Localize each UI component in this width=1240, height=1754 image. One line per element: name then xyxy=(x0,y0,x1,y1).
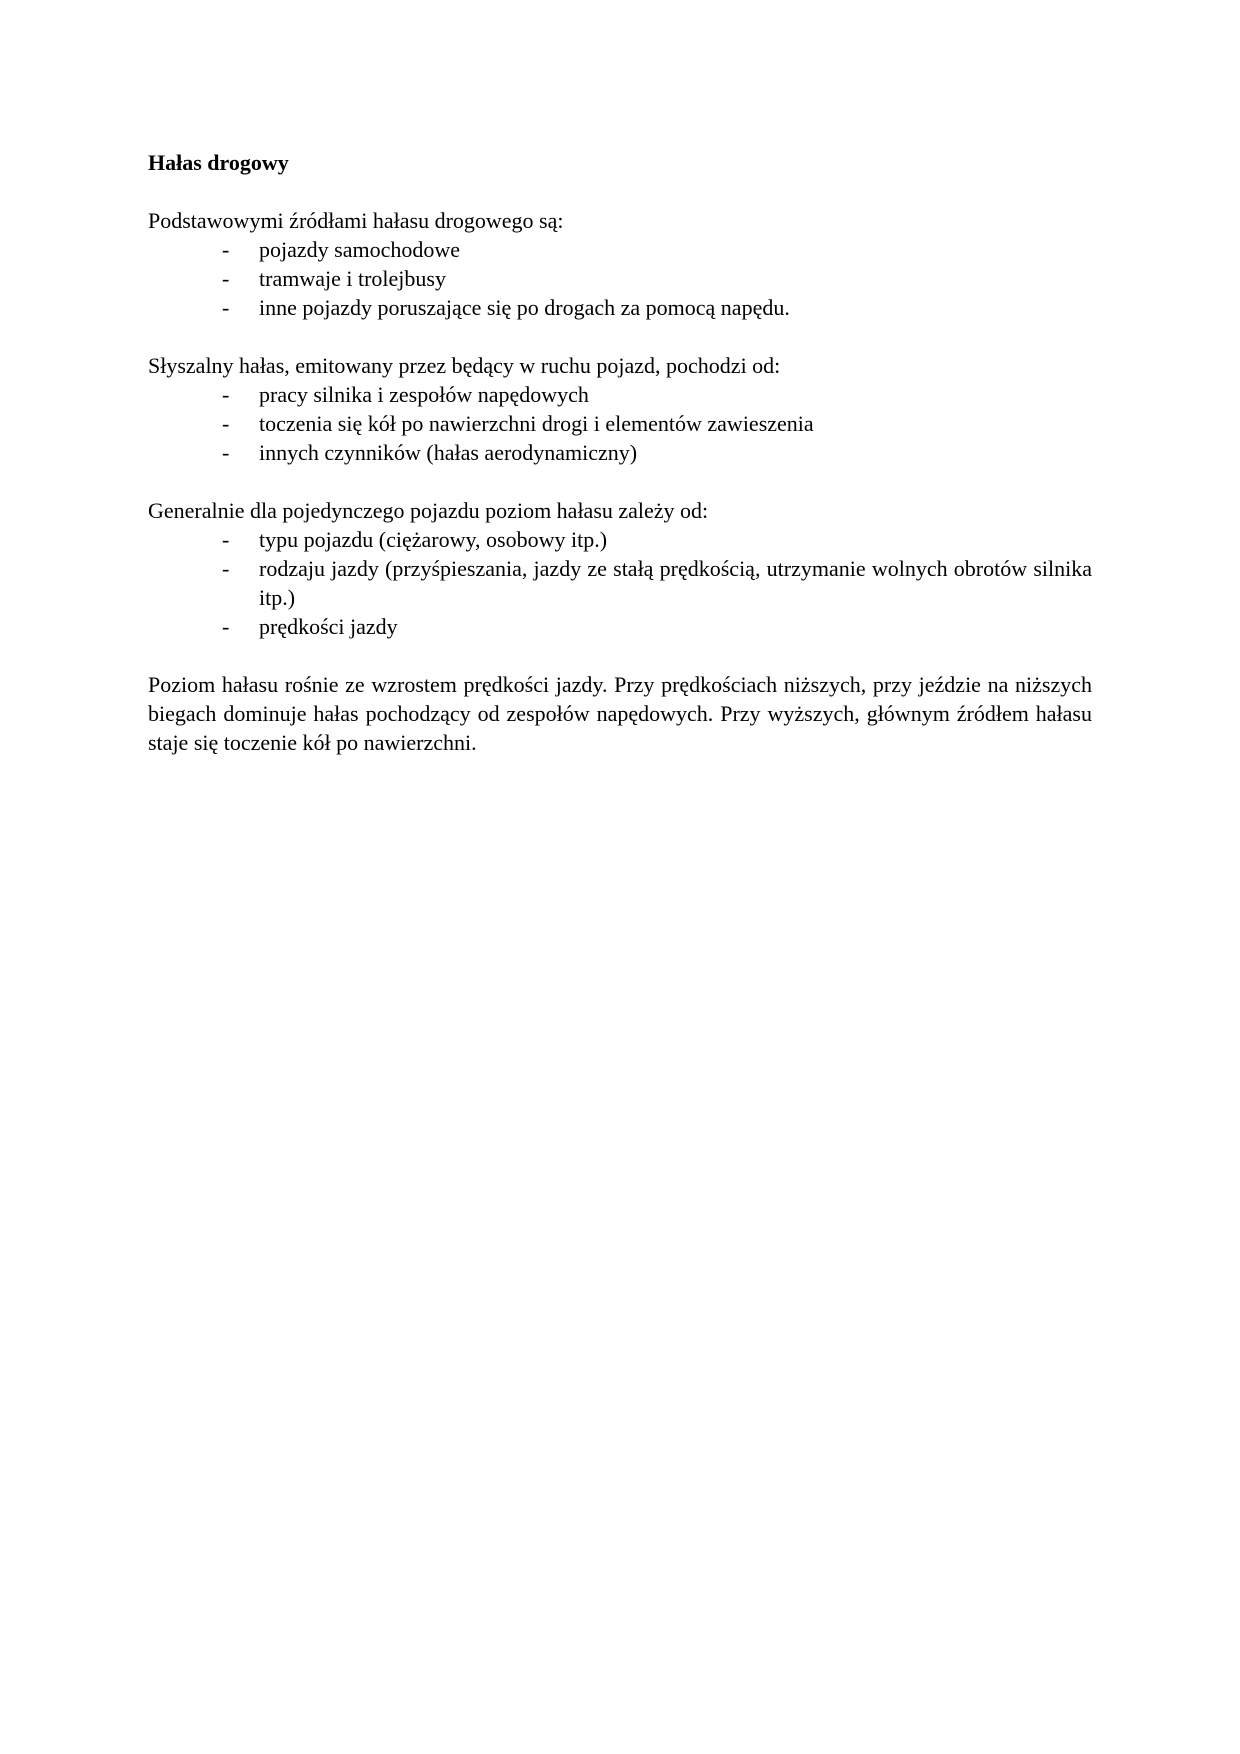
dash-bullet: - xyxy=(222,556,230,581)
list-item xyxy=(148,554,1092,612)
dash-bullet: - xyxy=(222,295,230,320)
list-item-text: pracy silnika i zespołów napędowych xyxy=(259,382,589,407)
list-item xyxy=(148,525,1092,554)
dash-bullet: - xyxy=(222,411,230,436)
list-item xyxy=(148,409,1092,438)
spacer xyxy=(148,177,1092,206)
list-item-text: pojazdy samochodowe xyxy=(259,237,460,262)
dash-bullet: - xyxy=(222,266,230,291)
list-item-text: prędkości jazdy xyxy=(259,614,398,639)
dash-bullet: - xyxy=(222,614,230,639)
list-item-text: innych czynników (hałas aerodynamiczny) xyxy=(259,440,638,465)
section3-intro: Generalnie dla pojedynczego pojazdu poziom hałasu zależy od: xyxy=(148,498,709,523)
list-item xyxy=(148,264,1092,293)
list-item-text: rodzaju jazdy (przyśpieszania, jazdy ze stałą prędkością, utrzymanie wolnych obrotów silnika itp.) xyxy=(259,556,1092,610)
document-title: Hałas drogowy xyxy=(148,150,289,175)
dash-bullet: - xyxy=(222,440,230,465)
section1-list xyxy=(148,235,1092,322)
list-item-text: typu pojazdu (ciężarowy, osobowy itp.) xyxy=(259,527,608,552)
document-page xyxy=(148,148,1092,757)
spacer xyxy=(148,641,1092,670)
list-item xyxy=(148,380,1092,409)
section3-list xyxy=(148,525,1092,641)
list-item-text: inne pojazdy poruszające się po drogach za pomocą napędu. xyxy=(259,295,790,320)
list-item-text: toczenia się kół po nawierzchni drogi i elementów zawieszenia xyxy=(259,411,814,436)
list-item xyxy=(148,293,1092,322)
section2-intro: Słyszalny hałas, emitowany przez będący w ruchu pojazd, pochodzi od: xyxy=(148,353,781,378)
list-item-text: tramwaje i trolejbusy xyxy=(259,266,446,291)
list-item xyxy=(148,612,1092,641)
dash-bullet: - xyxy=(222,527,230,552)
dash-bullet: - xyxy=(222,382,230,407)
section2-list xyxy=(148,380,1092,467)
spacer xyxy=(148,467,1092,496)
spacer xyxy=(148,322,1092,351)
list-item xyxy=(148,438,1092,467)
dash-bullet: - xyxy=(222,237,230,262)
section1-intro: Podstawowymi źródłami hałasu drogowego są: xyxy=(148,208,564,233)
closing-paragraph: Poziom hałasu rośnie ze wzrostem prędkości jazdy. Przy prędkościach niższych, przy jeździe na niższych biegach dominuje hałas pochodzący od zespołów napędowych. Przy wyższych, głównym źródłem hałasu staje się toczenie kół po nawierzchni. xyxy=(148,672,1092,755)
list-item xyxy=(148,235,1092,264)
